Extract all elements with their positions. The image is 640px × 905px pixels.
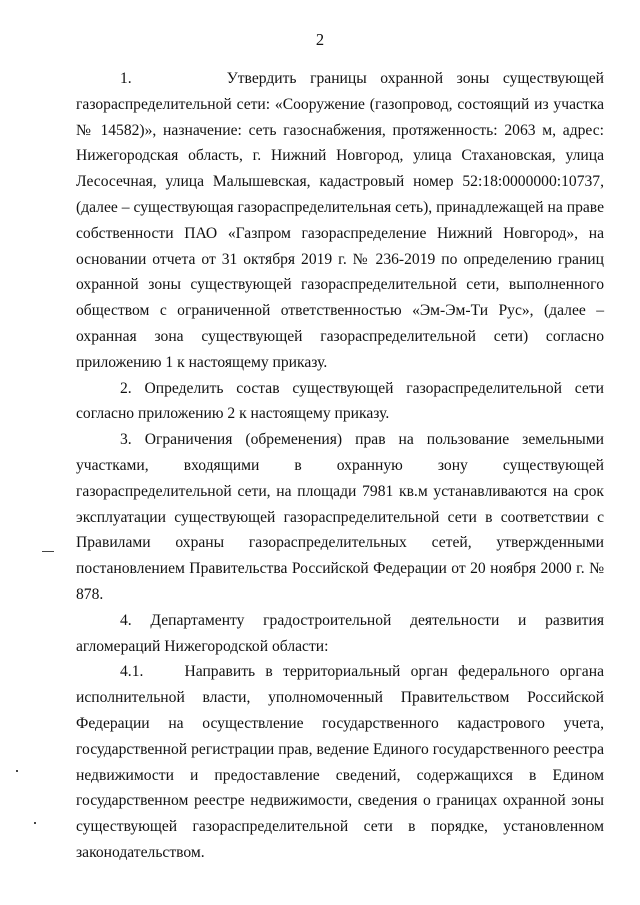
paragraph-4-department: 4. Департаменту градостроительной деятельности и развития агломераций Нижегородской области: (76, 611, 604, 655)
margin-dot-mark (34, 822, 36, 824)
margin-dot-mark (16, 770, 18, 772)
paragraph-1-boundaries: 1. Утвердить границы охранной зоны существующей газораспределительной сети: «Сооружение (газопровод, состоящий из участка № 14582)», назначение: сеть газоснабжения, протяженность: 2063 м, адрес: Нижегородская область, г. Нижний Новгород, улица Стахановская, улица Лесосечная, улица Малышевская, кадастровый номер 52:18:0000000:10737, (далее – существующая газораспределительная сеть), принадлежащей на праве собственности ПАО «Газпром газораспределение Нижний Новгород», на основании отчета от 31 октября 2019 г. № 236-2019 по определению границ охранной зоны существующей газораспределительной сети, выполненного обществом с ограниченной ответственностью «Эм-Эм-Ти Рус», (далее – охранная зона существующей газораспределительной сети) согласно приложению 1 к настоящему приказу. (76, 70, 604, 371)
page-number: 2 (315, 30, 325, 49)
document-body (76, 66, 604, 866)
paragraph-2-network-composition: 2. Определить состав существующей газораспределительной сети согласно приложению 2 к настоящему приказу. (76, 379, 604, 423)
paragraph-4-1-send-info: 4.1. Направить в территориальный орган федерального органа исполнительной власти, уполномоченный Правительством Российской Федерации на осуществление государственного кадастрового учета, государственной регистрации прав, ведение Единого государственного реестра недвижимости и предоставление сведений, содержащихся в Едином государственном реестре недвижимости, сведения о границах охранной зоны существующей газораспределительной сети в порядке, установленном законодательством. (76, 663, 604, 861)
paragraph-3-restrictions: 3. Ограничения (обременения) прав на пользование земельными участками, входящими в охранную зону существующей газораспределительной сети, на площади 7981 кв.м устанавливаются на срок эксплуатации существующей газораспределительной сети в соответствии с Правилами охраны газораспределительных сетей, утвержденными постановлением Правительства Российской Федерации от 20 ноября 2000 г. № 878. (76, 431, 604, 603)
margin-dash-mark (42, 551, 54, 552)
